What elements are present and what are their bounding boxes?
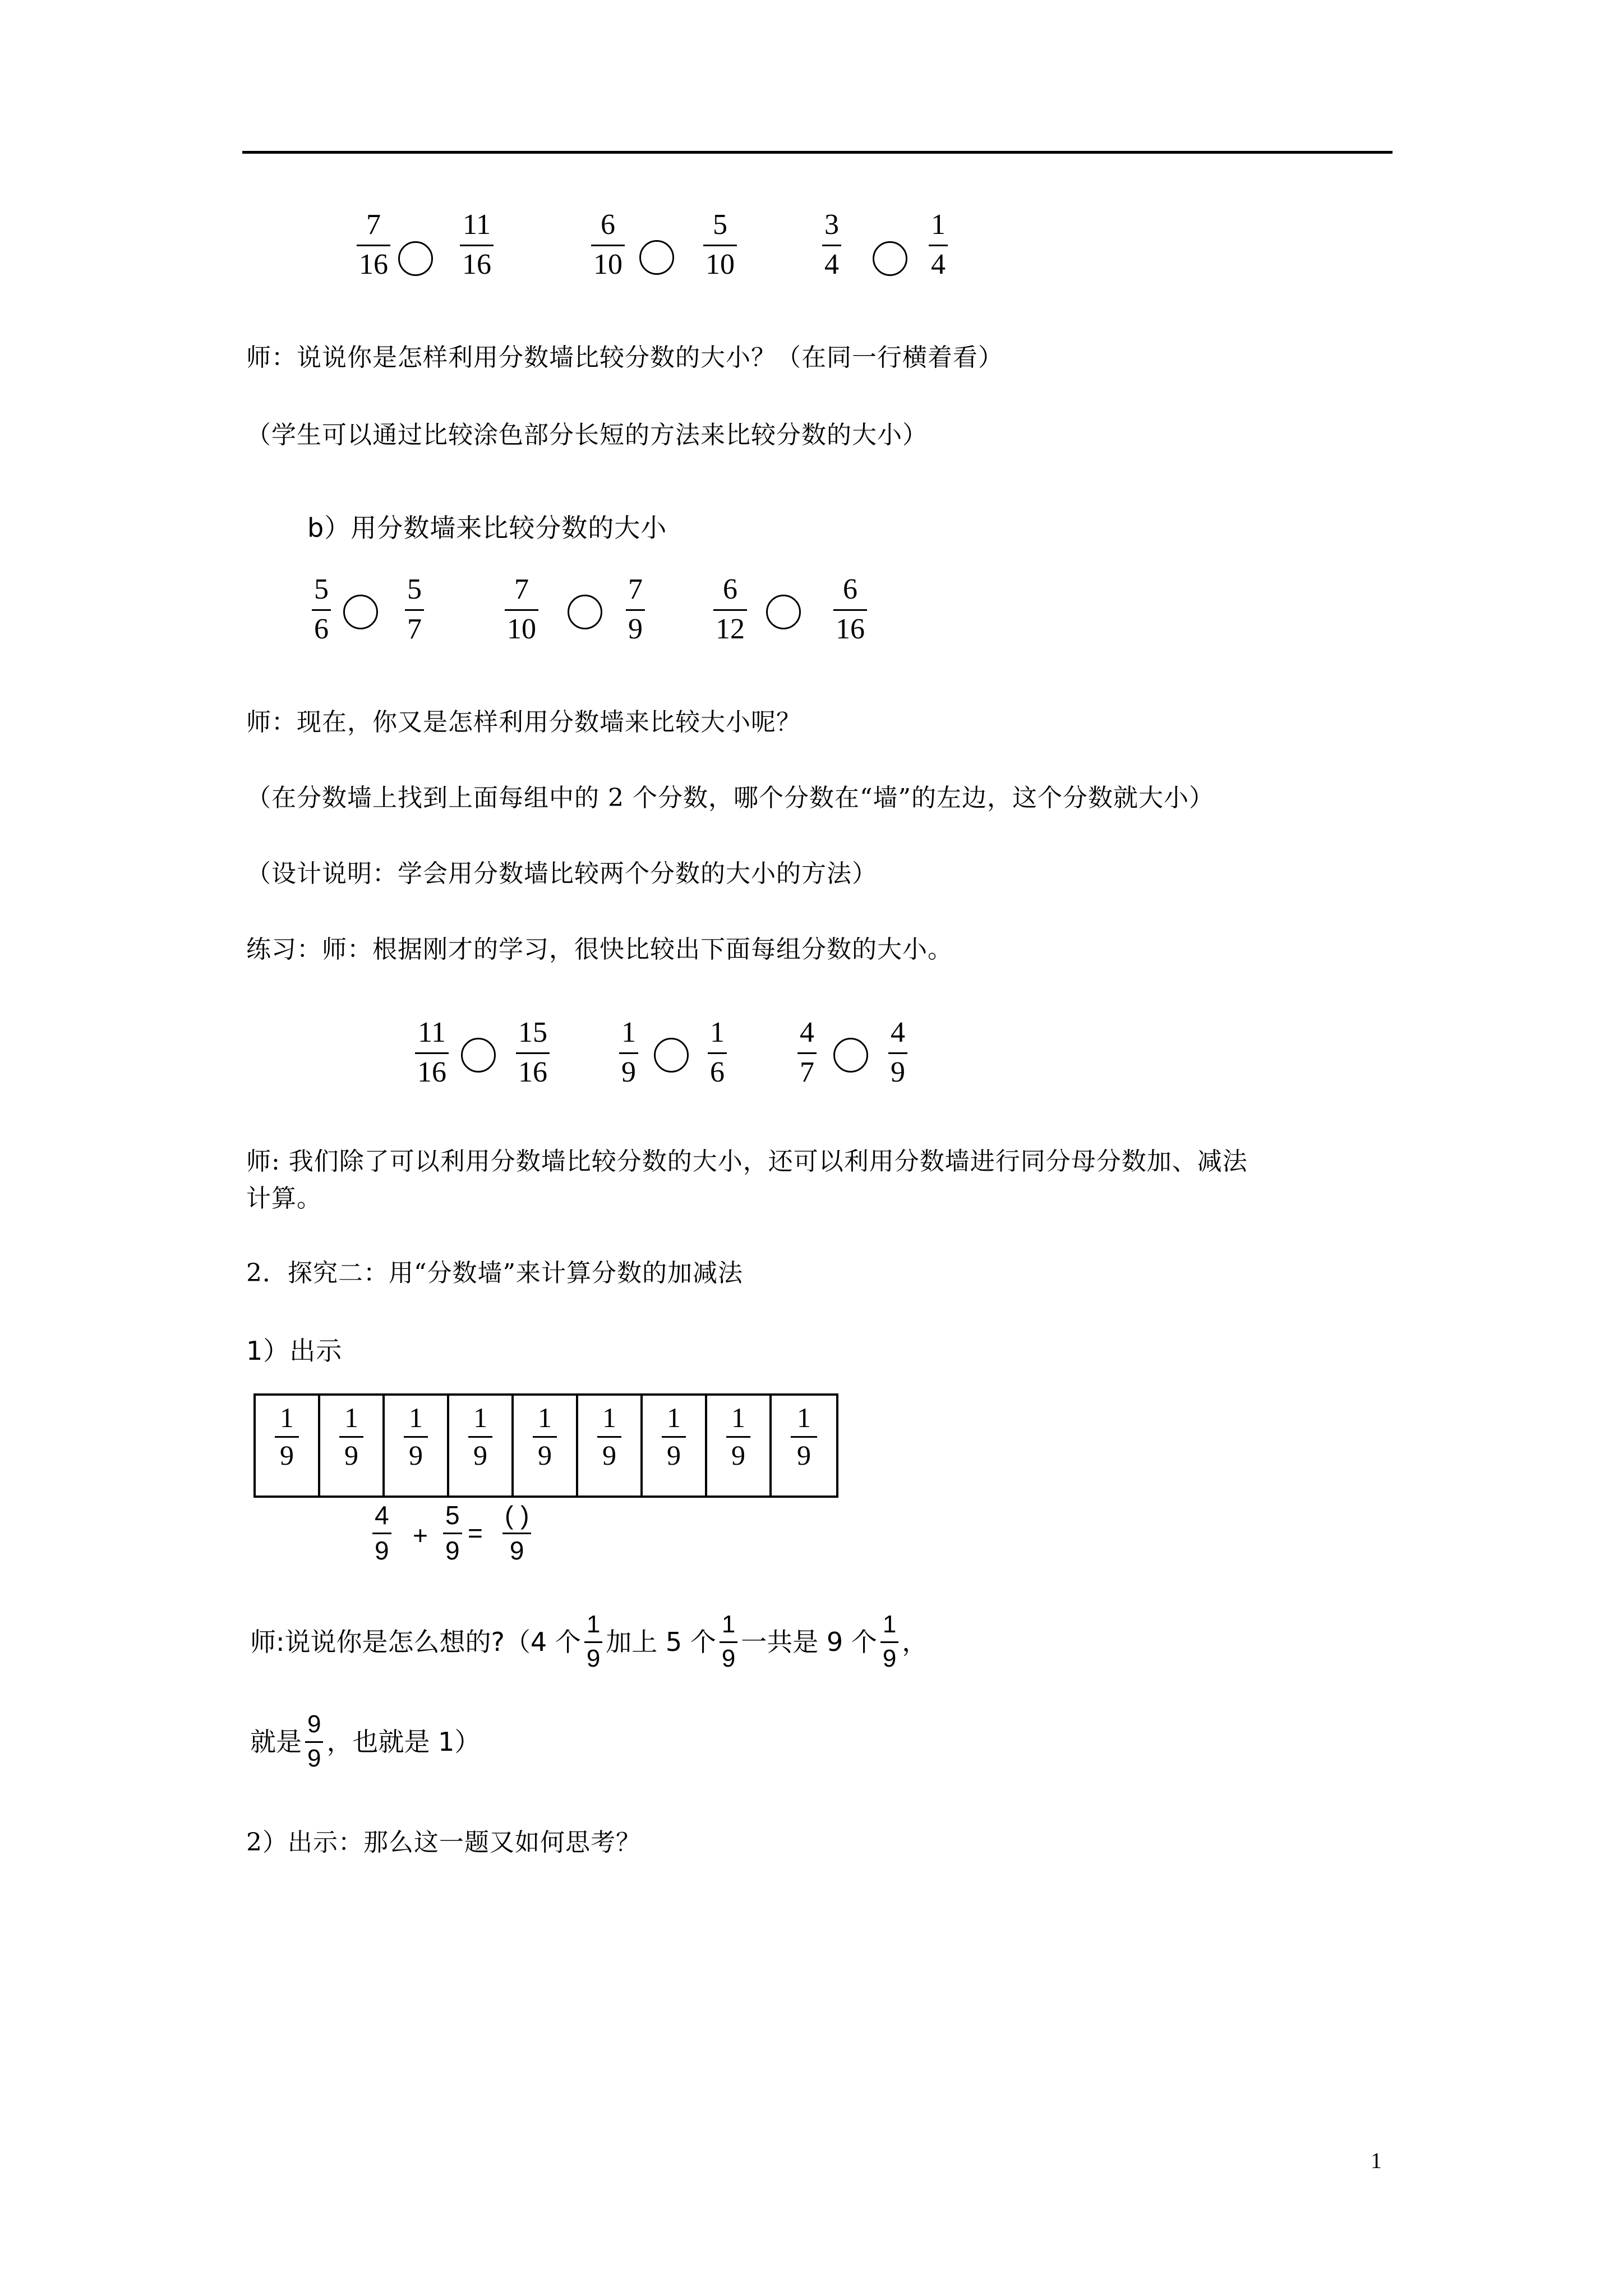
fraction: 1 6	[708, 1016, 727, 1089]
fraction: 1 9	[772, 1402, 836, 1470]
show-label-2: 2）出示：那么这一题又如何思考？	[246, 1828, 641, 1857]
fraction: 1 9	[385, 1402, 447, 1470]
section-2-heading: 2．探究二：用“分数墙”来计算分数的加减法	[246, 1259, 743, 1287]
fraction: 1 9	[256, 1402, 318, 1470]
text: ，也就是 1）	[326, 1726, 481, 1757]
exercise-prompt: 练习：师：根据刚才的学习，很快比较出下面每组分数的大小。	[246, 935, 953, 964]
fraction: $\frac{1}{9}$	[584, 1611, 602, 1672]
fraction: 15 16	[516, 1016, 550, 1089]
wall-cell	[643, 1396, 707, 1496]
compare-circle[interactable]	[639, 240, 674, 275]
teacher-question-1: 师：说说你是怎样利用分数墙比较分数的大小？（在同一行横着看）	[246, 343, 1003, 372]
wall-cell	[578, 1396, 643, 1496]
fraction: 4 7	[797, 1016, 817, 1089]
teacher-remark-line1: 师: 我们除了可以利用分数墙比较分数的大小，还可以利用分数墙进行同分母分数加、减法	[246, 1147, 1248, 1176]
fraction: 4 9	[372, 1501, 391, 1565]
fraction: 11 16	[460, 209, 494, 281]
fraction: 6 16	[833, 573, 867, 646]
fraction: 5 9	[443, 1501, 462, 1565]
fraction: 1 9	[514, 1402, 576, 1470]
text: ，	[902, 1626, 928, 1657]
fraction: 5 7	[405, 573, 424, 646]
wall-cell	[449, 1396, 514, 1496]
fraction: $\frac{1}{9}$	[880, 1611, 898, 1672]
compare-circle[interactable]	[568, 595, 602, 629]
fraction: 3 4	[822, 209, 841, 281]
text: 加上 5 个	[606, 1626, 716, 1657]
fraction-wall-ninths	[253, 1393, 838, 1498]
fraction: 1 9	[643, 1402, 705, 1470]
equals-sign: =	[468, 1519, 483, 1548]
compare-circle[interactable]	[654, 1038, 689, 1073]
wall-cell	[772, 1396, 836, 1496]
page-number: 1	[1371, 2148, 1382, 2173]
student-note-2: （在分数墙上找到上面每组中的 2 个分数，哪个分数在“墙”的左边，这个分数就大小）	[246, 784, 1214, 812]
section-b-heading: b）用分数墙来比较分数的大小	[307, 513, 667, 543]
compare-circle[interactable]	[833, 1038, 868, 1073]
fraction: 1 9	[707, 1402, 769, 1470]
fraction: 7 16	[357, 209, 390, 281]
fraction: 6 10	[591, 209, 625, 281]
compare-circle[interactable]	[343, 595, 378, 629]
fraction: 4 9	[888, 1016, 907, 1089]
fraction: $\frac{1}{9}$	[720, 1611, 737, 1672]
answer-fraction[interactable]: ( ) 9	[502, 1501, 531, 1565]
fraction: 6 12	[713, 573, 747, 646]
design-note: （设计说明：学会用分数墙比较两个分数的大小的方法）	[246, 859, 877, 888]
compare-circle[interactable]	[766, 595, 801, 629]
show-label-1: 1）出示	[246, 1336, 343, 1366]
wall-cell	[514, 1396, 578, 1496]
fraction: 1 9	[619, 1016, 638, 1089]
fraction: 1 4	[929, 209, 948, 281]
compare-circle[interactable]	[873, 241, 907, 276]
text: 就是	[250, 1726, 302, 1757]
fraction: 5 6	[312, 573, 331, 646]
reasoning-line-1	[250, 1611, 928, 1672]
compare-circle[interactable]	[461, 1038, 496, 1073]
fraction: 1 9	[320, 1402, 382, 1470]
reasoning-line-2	[250, 1711, 480, 1772]
header-rule	[242, 151, 1393, 154]
text: 师:说说你是怎么想的?（4 个	[250, 1626, 581, 1657]
fraction: 7 10	[505, 573, 538, 646]
wall-cell	[320, 1396, 385, 1496]
teacher-remark-line2: 计算。	[246, 1184, 322, 1213]
wall-cell	[707, 1396, 772, 1496]
wall-cell	[256, 1396, 320, 1496]
wall-cell	[385, 1396, 449, 1496]
fraction: 7 9	[626, 573, 645, 646]
teacher-question-2: 师：现在，你又是怎样利用分数墙来比较大小呢？	[246, 708, 801, 737]
text: 一共是 9 个	[741, 1626, 877, 1657]
fraction: $\frac{9}{9}$	[305, 1711, 323, 1772]
plus-sign: +	[413, 1521, 428, 1550]
student-note-1: （学生可以通过比较涂色部分长短的方法来比较分数的大小）	[246, 421, 928, 449]
fraction: 1 9	[578, 1402, 640, 1470]
fraction: 11 16	[415, 1016, 449, 1089]
fraction: 1 9	[449, 1402, 511, 1470]
compare-circle[interactable]	[398, 241, 433, 276]
fraction: 5 10	[703, 209, 737, 281]
